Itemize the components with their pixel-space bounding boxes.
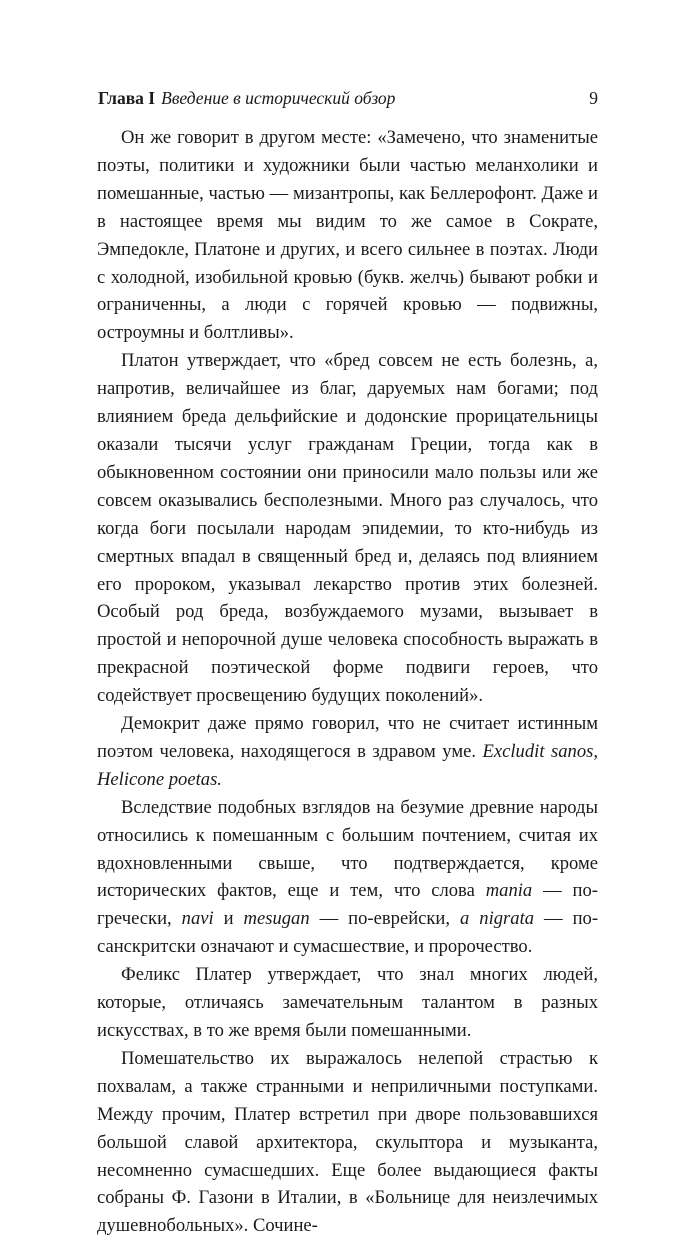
term-a-nigrata: a nigrata: [460, 908, 535, 930]
paragraph-5: Феликс Платер утверждает, что знал многих людей, которые, отличаясь замечательным талантом в разных искусствах, в то же время были помешанными.: [97, 964, 598, 1041]
term-mania: mania: [485, 880, 533, 902]
paragraph-4-text-d: — по-еврейски,: [309, 908, 461, 930]
paragraph-3: [97, 710, 598, 794]
chapter-title: Введение в исторический обзор: [161, 88, 396, 108]
latin-quote: Excludit sanos, Helicone poetas.: [97, 740, 598, 790]
paragraph-6: Помешательство их выражалось нелепой страстью к похвалам, а также странными и неприличными поступками. Между прочим, Платер встретил при дворе пользовавшихся большой славой архитектора, скульптора и музыканта, несомненно сумасшедших. Еще более выдающиеся факты собраны Ф. Газони в Италии, в «Больнице для неизлечимых душевнобольных». Сочине-: [97, 1047, 598, 1237]
paragraph-1: Он же говорит в другом месте: «Замечено, что знаменитые поэты, политики и художники были частью меланхолики и помешанные, частью — мизантропы, как Беллерофонт. Даже и в настоящее время мы видим то же самое в Сократе, Эмпедокле, Платоне и других, и всего сильнее в поэтах. Люди с холодной, изобильной кровью (букв. желчь) бывают робки и ограниченны, а люди с горячей кровью — подвижны, остроумны и болтливы».: [97, 127, 598, 344]
term-navi: navi: [181, 908, 214, 930]
paragraph-4-text-a: Вследствие подобных взглядов на безумие древние народы относились к помешанным с большим почтением, считая их вдохновленными свыше, что подтверждается, кроме исторических фактов, еще и тем, что слова: [97, 796, 598, 902]
paragraph-4-text-e: — по-санскритски означают и сумасшествие, и пророчество.: [97, 908, 599, 958]
page-number: 9: [589, 88, 598, 108]
paragraph-4-text-c: и: [213, 908, 244, 930]
paragraph-4-text-b: — по-гречески,: [97, 880, 598, 930]
paragraph-2: Платон утверждает, что «бред совсем не есть болезнь, а, напротив, величайшее из благ, даруемых нам богами; под влиянием бреда дельфийские и додонские прорицательницы оказали тысячи услуг гражданам Греции, тогда как в обыкновенном состоянии они приносили мало пользы или же совсем оказывались бесполезными. Много раз случалось, что когда боги посылали народам эпидемии, то кто-нибудь из смертных впадал в священный бред и, делаясь под влиянием его пророком, указывал лекарство против этих болезней. Особый род бреда, возбуждаемого музами, вызывает в простой и непорочной душе человека способность выражать в прекрасной поэтической форме подвиги героев, что содействует просвещению будущих поколений».: [97, 350, 598, 707]
running-header: [98, 86, 598, 110]
chapter-label: Глава I: [98, 88, 156, 108]
paragraph-3-text: Демокрит даже прямо говорил, что не считает истинным поэтом человека, находящегося в здравом уме.: [97, 713, 598, 762]
term-mesugan: mesugan: [243, 908, 310, 930]
paragraph-4: [97, 794, 598, 961]
page-body: [97, 124, 598, 1240]
